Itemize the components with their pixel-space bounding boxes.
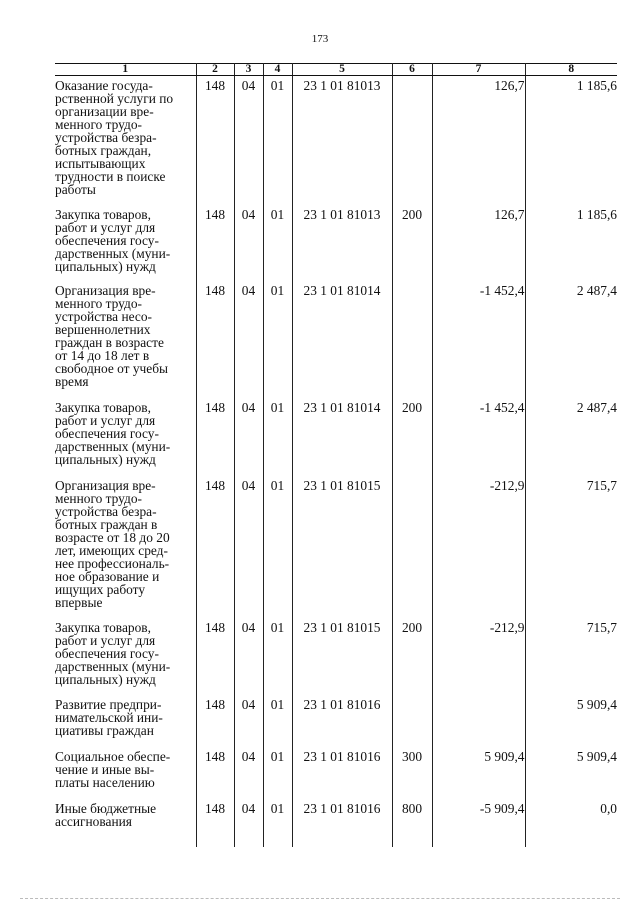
cell-csr: 23 1 01 81015 [292, 476, 392, 618]
cell-change [432, 695, 525, 747]
header-col-6: 6 [392, 64, 432, 76]
cell-vr [392, 695, 432, 747]
cell-total: 2 487,4 [525, 398, 617, 476]
cell-csr: 23 1 01 81014 [292, 398, 392, 476]
header-col-1: 1 [55, 64, 196, 76]
cell-change: -1 452,4 [432, 398, 525, 476]
page-number: 173 [311, 33, 329, 45]
table-row [55, 476, 617, 618]
cell-vr [392, 476, 432, 618]
table-row [55, 799, 617, 847]
cell-total: 5 909,4 [525, 747, 617, 799]
cell-pr: 01 [263, 476, 292, 618]
cell-total: 5 909,4 [525, 695, 617, 747]
cell-change: -1 452,4 [432, 281, 525, 398]
row-name: Развитие предпри- нимательской ини- циативы граждан [55, 695, 196, 747]
cell-total: 1 185,6 [525, 205, 617, 281]
cell-rz: 04 [234, 76, 263, 205]
cell-change: 5 909,4 [432, 747, 525, 799]
cell-gl: 148 [196, 618, 234, 695]
cell-rz: 04 [234, 398, 263, 476]
cell-csr: 23 1 01 81015 [292, 618, 392, 695]
cell-gl: 148 [196, 747, 234, 799]
table-row [55, 205, 617, 281]
table-row [55, 695, 617, 747]
cell-gl: 148 [196, 205, 234, 281]
header-col-8: 8 [525, 64, 617, 76]
cell-gl: 148 [196, 76, 234, 205]
cell-rz: 04 [234, 747, 263, 799]
cell-vr: 200 [392, 618, 432, 695]
row-name: Оказание госуда- рственной услуги по организации вре- менного трудо- устройства безра- ботных граждан, испытывающих трудности в поиске работы [55, 76, 196, 205]
cell-vr: 200 [392, 398, 432, 476]
row-name: Закупка товаров, работ и услуг для обеспечения госу- дарственных (муни- ципальных) нужд [55, 618, 196, 695]
cell-vr: 800 [392, 799, 432, 847]
row-name: Иные бюджетные ассигнования [55, 799, 196, 847]
cell-rz: 04 [234, 695, 263, 747]
header-row [55, 64, 617, 76]
table-row [55, 76, 617, 205]
cell-change: 126,7 [432, 205, 525, 281]
cell-change: -212,9 [432, 618, 525, 695]
cell-pr: 01 [263, 618, 292, 695]
cell-total: 2 487,4 [525, 281, 617, 398]
cell-csr: 23 1 01 81014 [292, 281, 392, 398]
cell-rz: 04 [234, 476, 263, 618]
table-row [55, 281, 617, 398]
cell-csr: 23 1 01 81016 [292, 747, 392, 799]
cell-pr: 01 [263, 76, 292, 205]
cell-vr [392, 76, 432, 205]
row-name: Закупка товаров, работ и услуг для обеспечения госу- дарственных (муни- ципальных) нужд [55, 398, 196, 476]
budget-table [55, 63, 617, 847]
cell-rz: 04 [234, 618, 263, 695]
cell-csr: 23 1 01 81016 [292, 799, 392, 847]
header-col-7: 7 [432, 64, 525, 76]
row-name: Организация вре- менного трудо- устройства безра- ботных граждан в возрасте от 18 до 20 лет, имеющих сред- нее профессиональ- ное образование и ищущих работу впервые [55, 476, 196, 618]
cell-rz: 04 [234, 799, 263, 847]
cell-gl: 148 [196, 695, 234, 747]
cell-total: 1 185,6 [525, 76, 617, 205]
cell-csr: 23 1 01 81013 [292, 205, 392, 281]
cell-pr: 01 [263, 205, 292, 281]
cell-gl: 148 [196, 799, 234, 847]
cell-total: 0,0 [525, 799, 617, 847]
cell-gl: 148 [196, 476, 234, 618]
cell-change: -212,9 [432, 476, 525, 618]
cell-vr [392, 281, 432, 398]
cell-csr: 23 1 01 81016 [292, 695, 392, 747]
cell-rz: 04 [234, 281, 263, 398]
cell-change: 126,7 [432, 76, 525, 205]
header-col-4: 4 [263, 64, 292, 76]
cell-pr: 01 [263, 695, 292, 747]
row-name: Социальное обеспе- чение и иные вы- платы населению [55, 747, 196, 799]
cell-change: -5 909,4 [432, 799, 525, 847]
cell-pr: 01 [263, 799, 292, 847]
table-row [55, 398, 617, 476]
cell-gl: 148 [196, 398, 234, 476]
cell-pr: 01 [263, 398, 292, 476]
cell-vr: 200 [392, 205, 432, 281]
header-col-5: 5 [292, 64, 392, 76]
table-row [55, 618, 617, 695]
cell-total: 715,7 [525, 476, 617, 618]
cell-pr: 01 [263, 281, 292, 398]
row-name: Организация вре- менного трудо- устройства несо- вершеннолетних граждан в возрасте от 14 до 18 лет в свободное от учебы время [55, 281, 196, 398]
cell-pr: 01 [263, 747, 292, 799]
cell-total: 715,7 [525, 618, 617, 695]
cell-vr: 300 [392, 747, 432, 799]
header-col-2: 2 [196, 64, 234, 76]
header-col-3: 3 [234, 64, 263, 76]
cell-rz: 04 [234, 205, 263, 281]
page-bottom-edge [20, 898, 620, 899]
cell-csr: 23 1 01 81013 [292, 76, 392, 205]
row-name: Закупка товаров, работ и услуг для обеспечения госу- дарственных (муни- ципальных) нужд [55, 205, 196, 281]
table-row [55, 747, 617, 799]
cell-gl: 148 [196, 281, 234, 398]
